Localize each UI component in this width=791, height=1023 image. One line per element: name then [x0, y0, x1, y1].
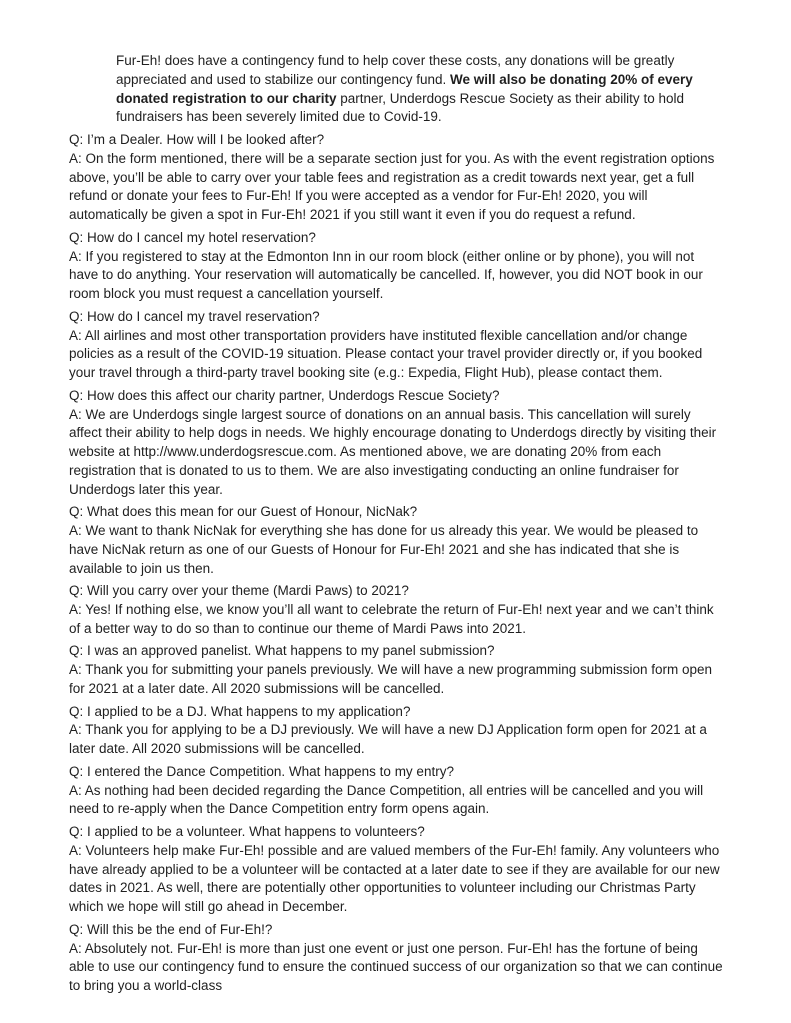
faq-question: Q: What does this mean for our Guest of Honour, NicNak?: [69, 504, 418, 520]
faq-answer: A: Absolutely not. Fur-Eh! is more than just one event or just one person. Fur-Eh! has the fortune of being able to use our contingency fund to ensure the continued success of our organization so that we can continue to bring you a world-class: [69, 940, 723, 994]
faq-item-panelist: [69, 642, 723, 698]
faq-answer: A: On the form mentioned, there will be a separate section just for you. As with the event registration options above, you’ll be able to carry over your table fees and registration as a credit towards next year, get a full refund or donate your fees to Fur-Eh! If you were accepted as a vendor for Fur-Eh! 2020, you will automatically be given a spot in Fur-Eh! 2021 if you still want it even if you do request a refund.: [69, 150, 715, 223]
intro-text-end: partner, Underdogs Rescue Society as their ability to hold fundraisers has been severely limited due to Covid-19.: [116, 90, 684, 125]
faq-answer: A: If you registered to stay at the Edmonton Inn in our room block (either online or by phone), you will not have to do anything. Your reservation will automatically be cancelled. If, however, you did NOT book in our room block you must request a cancellation yourself.: [69, 248, 703, 302]
faq-answer: A: All airlines and most other transportation providers have instituted flexible cancellation and/or change policies as a result of the COVID-19 situation. Please contact your travel provider directly or, if you booked your travel through a third-party travel booking site (e.g.: Expedia, Flight Hub), please contact them.: [69, 327, 703, 381]
faq-item-hotel: [69, 229, 723, 304]
faq-answer: A: We are Underdogs single largest source of donations on an annual basis. This cancellation will surely affect their ability to help dogs in needs. We highly encourage donating to Underdogs directly by visiting their website at http://www.underdogsrescue.com. As mentioned above, we are donating 20% from each registration that is donated to us to them. We are also investigating conducting an online fundraiser for Underdogs later this year.: [69, 406, 717, 497]
faq-question: Q: How do I cancel my hotel reservation?: [69, 229, 316, 245]
faq-answer: A: As nothing had been decided regarding the Dance Competition, all entries will be cancelled and you will need to re-apply when the Dance Competition entry form opens again.: [69, 782, 704, 817]
faq-question: Q: How do I cancel my travel reservation?: [69, 308, 320, 324]
faq-item-charity: [69, 387, 723, 500]
faq-item-dance-competition: [69, 763, 723, 819]
faq-question: Q: How does this affect our charity partner, Underdogs Rescue Society?: [69, 387, 500, 403]
faq-answer: A: We want to thank NicNak for everything she has done for us already this year. We would be pleased to have NicNak return as one of our Guests of Honour for Fur-Eh! 2021 and she has indicated that she is available to join us then.: [69, 523, 699, 576]
faq-question: Q: I was an approved panelist. What happens to my panel submission?: [69, 643, 495, 659]
faq-item-theme: [69, 582, 723, 638]
faq-question: Q: I applied to be a DJ. What happens to my application?: [69, 703, 411, 719]
faq-answer: A: Thank you for applying to be a DJ previously. We will have a new DJ Application form open for 2021 at a later date. All 2020 submissions will be cancelled.: [69, 722, 707, 757]
faq-question: Q: I’m a Dealer. How will I be looked after?: [69, 131, 325, 147]
intro-text-start: Fur-Eh! does have a contingency fund to help cover these costs, any donations will be greatly appreciated and used to stabilize our contingency fund.: [116, 53, 675, 87]
faq-answer: A: Thank you for submitting your panels previously. We will have a new programming submission form open for 2021 at a later date. All 2020 submissions will be cancelled.: [69, 662, 713, 697]
faq-item-volunteer: [69, 823, 723, 917]
faq-item-travel: [69, 308, 723, 383]
faq-item-guest-of-honour: [69, 503, 723, 578]
faq-question: Q: Will this be the end of Fur-Eh!?: [69, 921, 273, 937]
faq-answer: A: Yes! If nothing else, we know you’ll all want to celebrate the return of Fur-Eh! next year and we can’t think of a better way to do so than to continue our theme of Mardi Paws into 2021.: [69, 602, 714, 636]
faq-item-end-of-fureh: [69, 921, 723, 996]
faq-answer: A: Volunteers help make Fur-Eh! possible and are valued members of the Fur-Eh! family. Any volunteers who have already applied to be a volunteer will be contacted at a later date to see if they are available for our new dates in 2021. As well, there are potentially other opportunities to volunteer including our Christmas Party which we hope will still go ahead in December.: [69, 842, 720, 915]
faq-question: Q: Will you carry over your theme (Mardi Paws) to 2021?: [69, 583, 409, 599]
faq-question: Q: I applied to be a volunteer. What happens to volunteers?: [69, 824, 425, 840]
faq-item-dj: [69, 703, 723, 759]
faq-question: Q: I entered the Dance Competition. What happens to my entry?: [69, 763, 454, 779]
faq-item-dealer: [69, 131, 723, 225]
intro-paragraph: [116, 52, 723, 127]
intro-text-bold: We will also be donating 20% of every donated registration to our charity: [116, 71, 693, 106]
